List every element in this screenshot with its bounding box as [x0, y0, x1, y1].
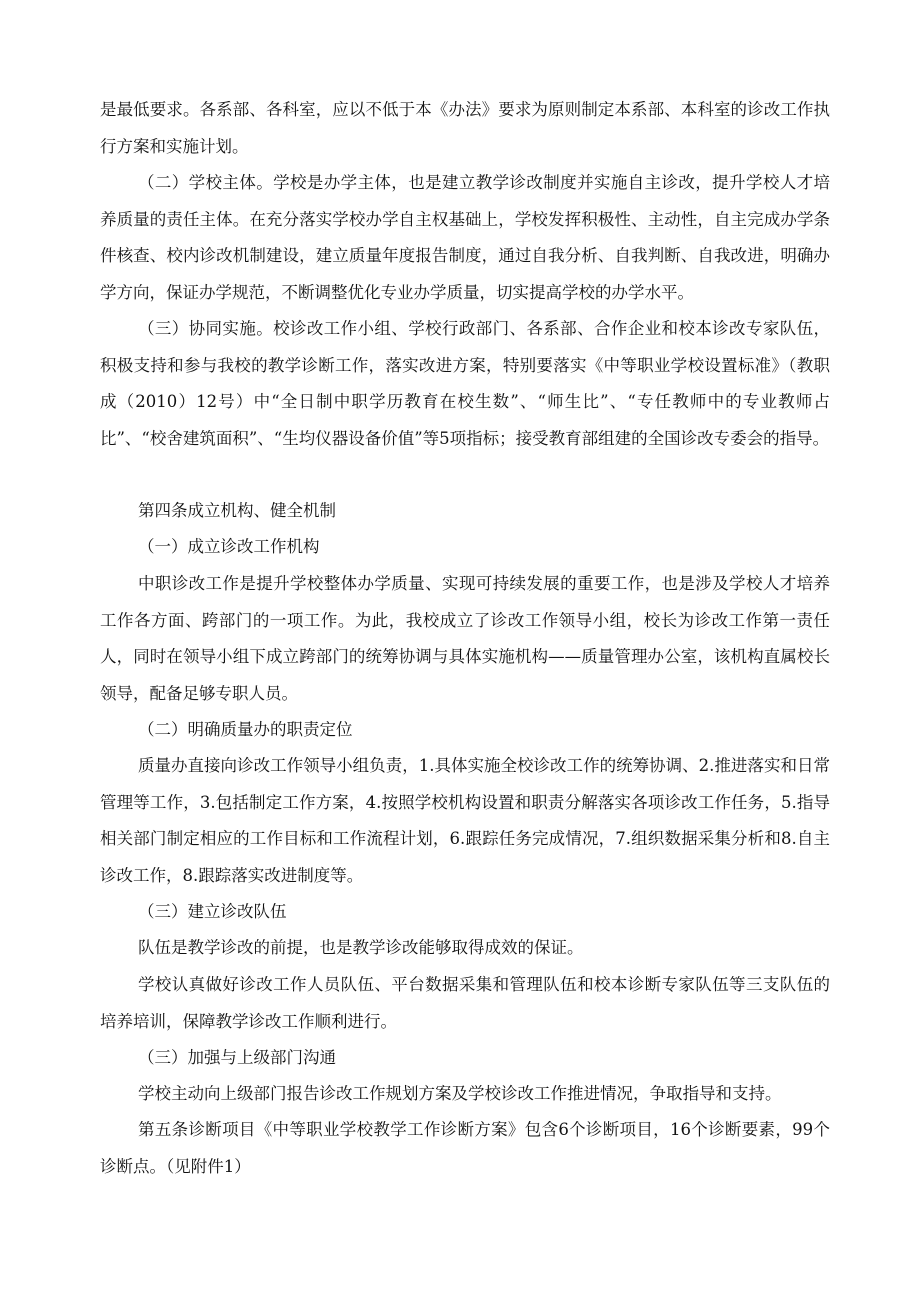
- paragraph-8: 学校主动向上级部门报告诊改工作规划方案及学校诊改工作推进情况，争取指导和支持。: [138, 1084, 782, 1103]
- paragraph-4: 中职诊改工作是提升学校整体办学质量、实现可持续发展的重要工作，也是涉及学校人才培养工作各方面、跨部门的一项工作。为此，我校成立了诊改工作领导小组，校长为诊改工作第一责任人，同时在领导小组下成立跨部门的统筹协调与具体实施机构——质量管理办公室，该机构直属校长领导，配备足够专职人员。: [100, 574, 830, 703]
- paragraph-7: 学校认真做好诊改工作人员队伍、平台数据采集和管理队伍和校本诊断专家队伍等三支队伍的培养培训，保障教学诊改工作顺利进行。: [100, 975, 830, 1031]
- paragraph-3: （三）协同实施。校诊改工作小组、学校行政部门、各系部、合作企业和校本诊改专家队伍，积极支持和参与我校的教学诊断工作，落实改进方案，特别要落实《中等职业学校设置标准》（教职成（2010）12号）中“全日制中职学历教育在校生数”、“师生比”、“专任教师中的专业教师占比”、“校舍建筑面积”、“生均仪器设备价值”等5项指标；接受教育部组建的全国诊改专委会的指导。: [100, 319, 830, 448]
- subheading-1: （一）成立诊改工作机构: [138, 537, 320, 556]
- heading-article-4: 第四条成立机构、健全机制: [138, 501, 336, 520]
- paragraph-6: 队伍是教学诊改的前提，也是教学诊改能够取得成效的保证。: [138, 938, 584, 957]
- subheading-4: （三）加强与上级部门沟通: [138, 1048, 336, 1067]
- paragraph-2: （二）学校主体。学校是办学主体，也是建立教学诊改制度并实施自主诊改，提升学校人才培养质量的责任主体。在充分落实学校办学自主权基础上，学校发挥积极性、主动性，自主完成办学条件核查、校内诊改机制建设，建立质量年度报告制度，通过自我分析、自我判断、自我改进，明确办学方向，保证办学规范，不断调整优化专业办学质量，切实提高学校的办学水平。: [100, 173, 830, 302]
- paragraph-1: 是最低要求。各系部、各科室，应以不低于本《办法》要求为原则制定本系部、本科室的诊改工作执行方案和实施计划。: [100, 100, 830, 156]
- subheading-3: （三）建立诊改队伍: [138, 902, 287, 921]
- subheading-2: （二）明确质量办的职责定位: [138, 720, 353, 739]
- paragraph-5: 质量办直接向诊改工作领导小组负责，1.具体实施全校诊改工作的统筹协调、2.推进落实和日常管理等工作，3.包括制定工作方案，4.按照学校机构设置和职责分解落实各项诊改工作任务，5.指导相关部门制定相应的工作目标和工作流程计划，6.跟踪任务完成情况，7.组织数据采集分析和8.自主诊改工作，8.跟踪落实改进制度等。: [100, 756, 830, 885]
- heading-article-5: 第五条诊断项目《中等职业学校教学工作诊断方案》包含6个诊断项目，16个诊断要素，99个诊断点。（见附件1）: [100, 1120, 830, 1176]
